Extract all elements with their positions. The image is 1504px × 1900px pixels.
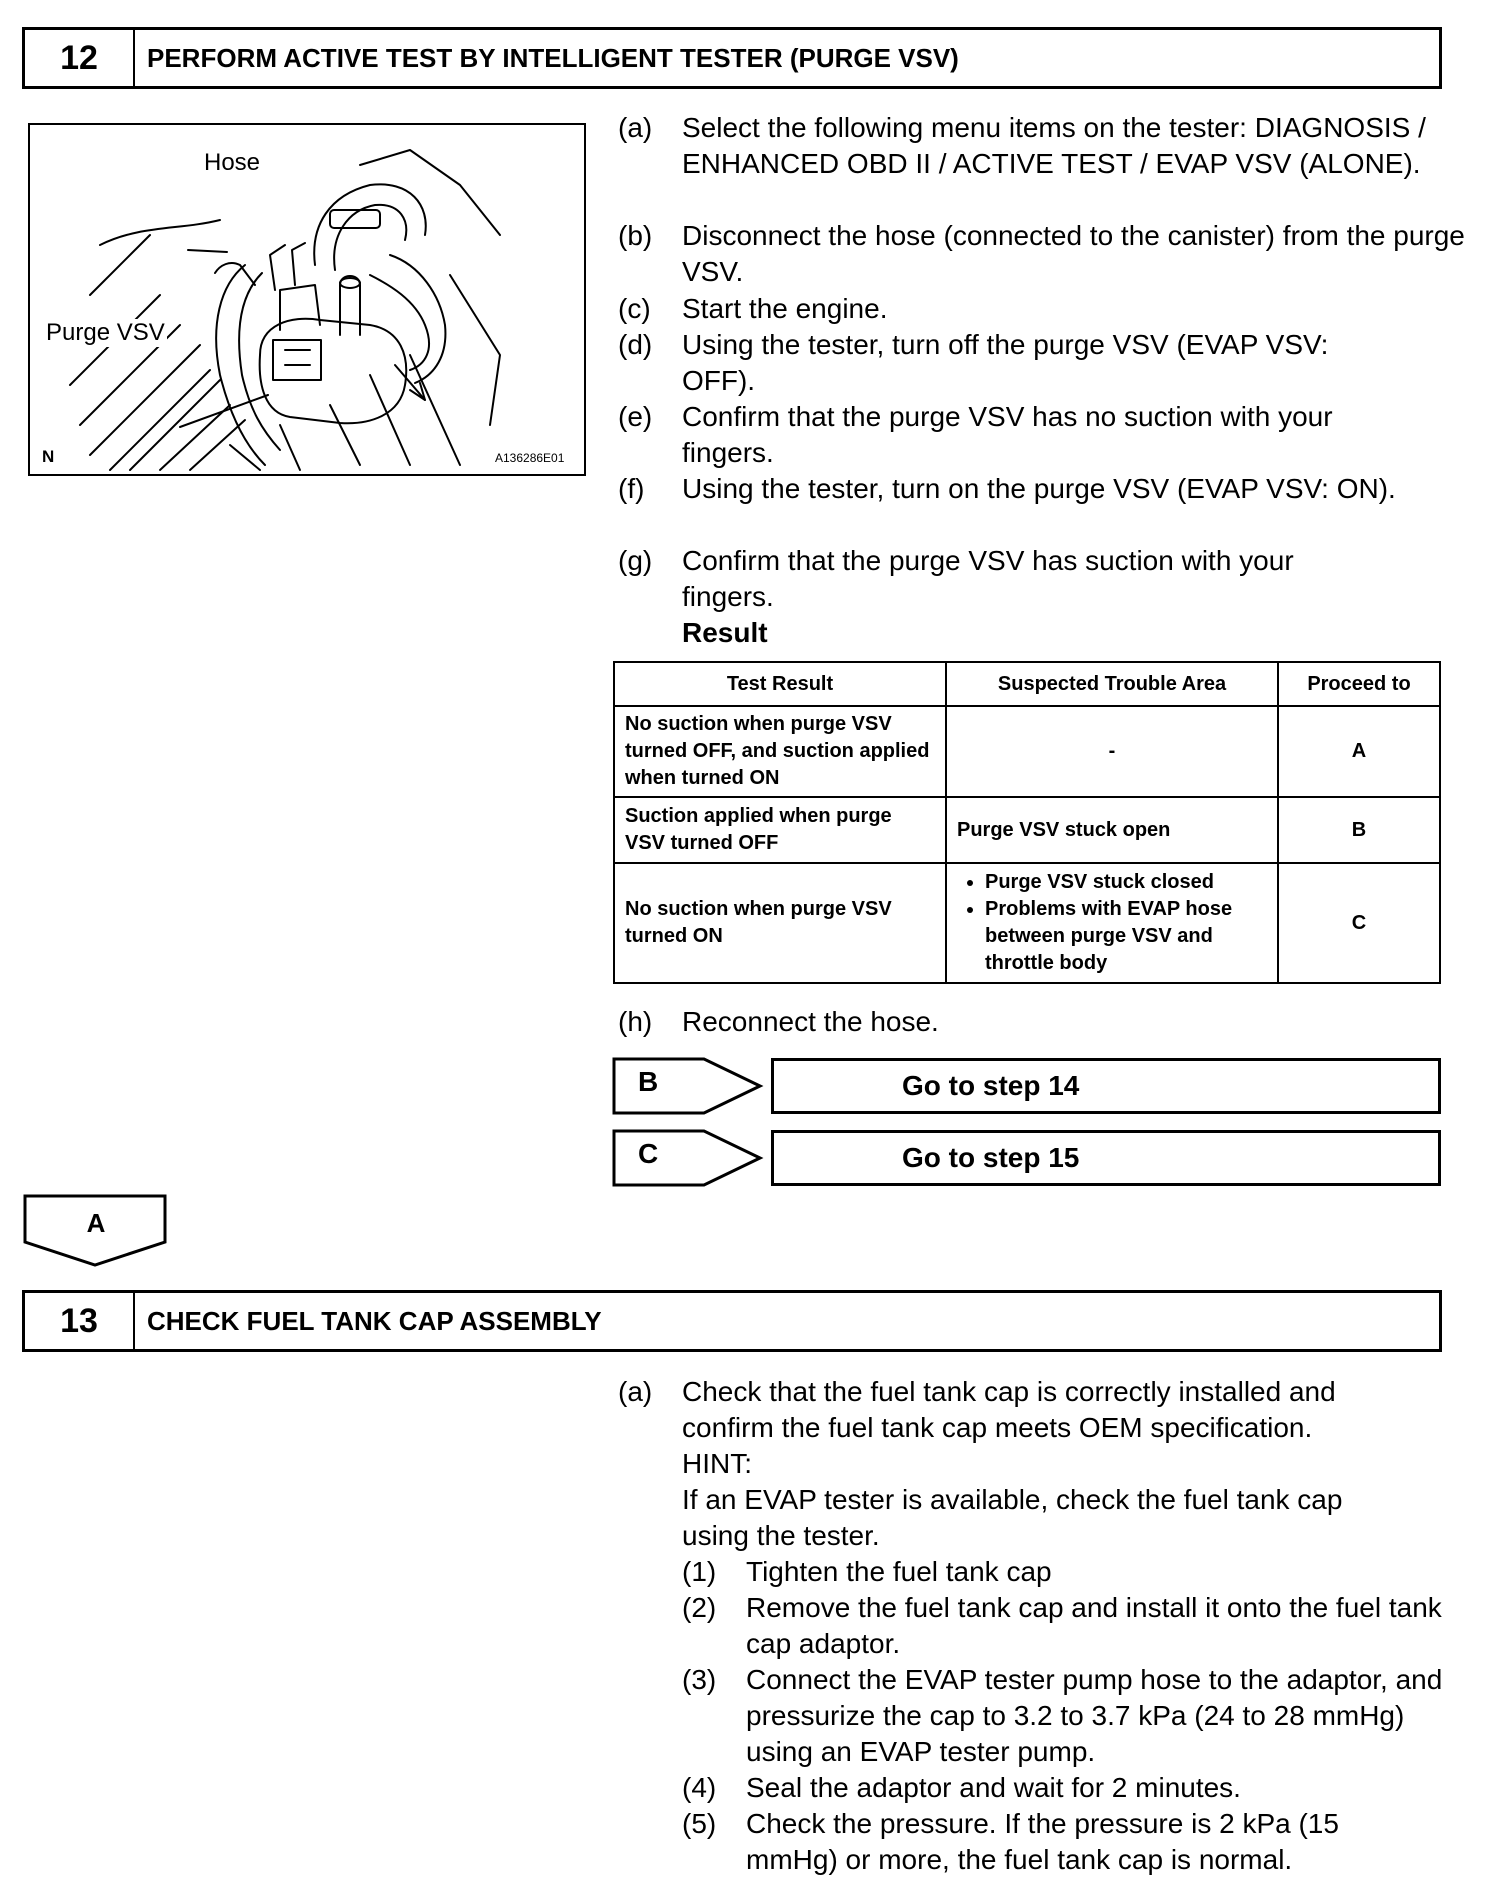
hint-label: HINT: (682, 1448, 752, 1479)
table-row (614, 797, 1440, 863)
area-list (957, 869, 1267, 977)
hint-text: If an EVAP tester is available, check the fuel tank cap using the tester. (682, 1484, 1343, 1551)
substep-text: Tighten the fuel tank cap (746, 1556, 1052, 1587)
item-label: (c) (618, 293, 651, 324)
goto-c-arrow-shape (612, 1129, 764, 1187)
result-table (613, 661, 1441, 984)
result-cell: Suction applied when purge VSV turned OFF (614, 797, 946, 863)
item-text: Reconnect the hose. (682, 1006, 939, 1037)
goto-b-arrow-shape (612, 1057, 764, 1115)
purge-vsv-label: Purge VSV (46, 319, 165, 346)
item-label: (e) (618, 401, 653, 432)
substep-text: Remove the fuel tank cap and install it onto the fuel tank cap adaptor. (746, 1592, 1442, 1659)
proceed-cell: A (1278, 706, 1440, 797)
goto-b-letter: B (638, 1066, 659, 1097)
table-row (614, 706, 1440, 797)
result-cell: No suction when purge VSV turned OFF, and suction applied when turned ON (614, 706, 946, 797)
item-text: Disconnect the hose (connected to the canister) from the purge VSV. (682, 220, 1465, 287)
step-12-header (22, 27, 1442, 89)
item-text: Select the following menu items on the tester: DIAGNOSIS / ENHANCED OBD II / ACTIVE TEST / EVAP VSV (ALONE). (682, 112, 1426, 179)
area-item: • Problems with EVAP hose between purge VSV and throttle body (985, 896, 1267, 977)
proceed-cell: B (1278, 797, 1440, 863)
result-cell: No suction when purge VSV turned ON (614, 863, 946, 983)
table-header: Suspected Trouble Area (946, 662, 1278, 706)
table-header: Test Result (614, 662, 946, 706)
figure-code: A136286E01 (495, 451, 565, 465)
goto-step-14-box (771, 1058, 1441, 1114)
item-text: Confirm that the purge VSV has suction with your fingers. (682, 545, 1294, 612)
table-row (614, 863, 1440, 983)
item-label: (d) (618, 329, 653, 360)
substep-text: Connect the EVAP tester pump hose to the adaptor, and pressurize the cap to 3.2 to 3.7 kPa (24 to 28 mmHg) using an EVAP tester pump. (746, 1664, 1443, 1767)
item-text: Check that the fuel tank cap is correctly installed and confirm the fuel tank cap meets OEM specification. (682, 1376, 1336, 1443)
substep-text: Check the pressure. If the pressure is 2 kPa (15 mmHg) or more, the fuel tank cap is normal. (746, 1808, 1339, 1875)
step-number: 13 (25, 1293, 135, 1349)
goto-step-15-text: Go to step 15 (902, 1142, 1080, 1173)
step-13-header (22, 1290, 1442, 1352)
continue-a-letter: A (86, 1208, 106, 1238)
substep-label: (5) (682, 1808, 717, 1839)
step-title: CHECK FUEL TANK CAP ASSEMBLY (147, 1305, 602, 1336)
goto-step-15-box (771, 1130, 1441, 1186)
step-number: 12 (25, 30, 135, 86)
figure-corner-n: N (42, 447, 55, 466)
result-heading: Result (682, 617, 768, 648)
area-item: • Purge VSV stuck closed (985, 869, 1267, 896)
item-text: Using the tester, turn on the purge VSV (EVAP VSV: ON). (682, 473, 1396, 504)
table-header: Proceed to (1278, 662, 1440, 706)
area-cell: Purge VSV stuck open (946, 797, 1278, 863)
substep-label: (3) (682, 1664, 717, 1695)
substep-label: (1) (682, 1556, 717, 1587)
substep-label: (4) (682, 1772, 717, 1803)
goto-step-14-text: Go to step 14 (902, 1070, 1080, 1101)
table-header-row (614, 662, 1440, 706)
substep-text: Seal the adaptor and wait for 2 minutes. (746, 1772, 1241, 1803)
item-label: (b) (618, 220, 653, 251)
item-label: (a) (618, 112, 653, 143)
area-cell (946, 863, 1278, 983)
engine-drawing (30, 125, 584, 474)
proceed-cell: C (1278, 863, 1440, 983)
item-label: (g) (618, 545, 653, 576)
item-text: Using the tester, turn off the purge VSV (EVAP VSV: OFF). (682, 329, 1329, 396)
item-text: Start the engine. (682, 293, 888, 324)
goto-c-letter: C (638, 1138, 659, 1169)
purge-vsv-illustration (28, 123, 586, 476)
step-title: PERFORM ACTIVE TEST BY INTELLIGENT TESTER (PURGE VSV) (147, 42, 959, 73)
area-cell: - (946, 706, 1278, 797)
hose-label: Hose (204, 149, 261, 176)
substep-label: (2) (682, 1592, 717, 1623)
item-label: (h) (618, 1006, 653, 1037)
item-text: Confirm that the purge VSV has no suction with your fingers. (682, 401, 1333, 468)
item-label: (a) (618, 1376, 653, 1407)
item-label: (f) (618, 473, 645, 504)
